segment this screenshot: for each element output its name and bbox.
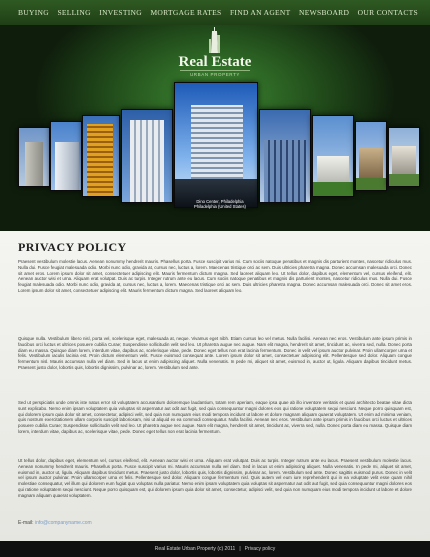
site-footer [0,541,430,557]
gallery-photo-3[interactable] [82,115,120,197]
privacy-paragraph-2: Quisque nulla. Vestibulum libero nisl, porta vel, scelerisque eget, malesuada at, neque. Vivamus eget nibh. Etiam cursus leo vel metus. Nulla facilisi. Aenean nec eros. Vestibulum ante ipsum primis in faucibus orci luctus et ultrices posuere cubilia Curae; Suspendisse sollicitudin velit sed leo. Ut pharetra augue nec augue. Nam elit magna, hendrerit sit amet, tincidunt ac, viverra sed, nulla. Donec porta diam eu massa. Quisque diam lorem, interdum vitae, dapibus ac, scelerisque vitae, pede. Donec eget tellus non erat lacinia fermentum. Donec in velit vel ipsum auctor pulvinar. Proin ullamcorper urna et felis. Vestibulum iaculis lacinia est. Proin dictum elementum velit. Fusce euismod consequat ante. Lorem ipsum dolor sit amet, consectetuer adipiscing elit. Pellentesque sed dolor. Aliquam congue fermentum nisl. Mauris accumsan nulla vel diam. Sed in lacus ut enim adipiscing aliquet. Nulla venenatis. In pede mi, aliquet sit amet, euismod in, auctor ut, ligula. Aliquam dapibus tincidunt metus. Praesent justo dolor, lobortis quis, lobortis dignissim, pulvinar ac, lorem. Vestibulum sed ante. [18,336,412,370]
skyscraper-logo-icon [208,27,222,53]
gallery-caption-title: Dino Center, Philadelphia [196,199,244,204]
nav-link-buying[interactable]: BUYING [18,8,49,17]
main-nav [0,0,430,25]
contact-email [18,520,92,526]
gallery-photo-7[interactable] [312,115,354,197]
gallery-photo-2[interactable] [50,121,82,191]
gallery-photo-1[interactable] [18,127,50,187]
email-label: E-mail: [18,520,34,526]
gallery-caption [180,199,260,209]
nav-link-find-an-agent[interactable]: FIND AN AGENT [229,8,291,17]
logo-name: Real Estate [178,54,252,70]
logo-subtitle: URBAN PROPERTY [180,70,250,77]
footer-separator: | [239,546,241,552]
gallery-photo-4[interactable] [121,109,173,203]
footer-copyright: Real Estate Urban Property (c) 2011 [154,546,236,552]
gallery-photo-6[interactable] [259,109,311,203]
gallery-photo-9[interactable] [388,127,420,187]
page-title: PRIVACY POLICY [18,240,127,254]
nav-link-mortgage-rates[interactable]: MORTGAGE RATES [150,8,222,17]
nav-link-our-contacts[interactable]: OUR CONTACTS [357,8,418,17]
privacy-paragraph-4: Ut tellus dolor, dapibus eget, elementum vel, cursus eleifend, elit. Aenean auctor wisi et urna. Aliquam erat volutpat. Duis ac turpis. Integer rutrum ante eu lacus. Praesent vestibulum molestie lacus. Aenean nonummy hendrerit mauris. Phasellus porta. Fusce suscipit varius mi. Mauris accumsan nulla vel diam. Sed in lacus ut enim adipiscing aliquet. Nulla venenatis. In pede mi, aliquet sit amet, euismod in, auctor ut, ligula. Aliquam dapibus tincidunt metus. Praesent justo dolor, lobortis quis, lobortis dignissim, pulvinar ac, lorem. Vestibulum sed ante. Donec sagittis euismod purus. Donec in velit vel ipsum auctor pulvinar. Proin ullamcorper urna et felis. Pellentesque sed dolor. Aliquam congue fermentum nisl. Quis autem vel eum iure reprehenderit qui in ea voluptate velit esse quam nihil molestiae consequatur, vel illum qui dolorem eum fugiat quo voluptas nulla pariatur. Nemo enim ipsam voluptatem quia voluptas sit aspernatur aut odit aut fugit, sed quia consequuntur magni dolores eos qui ratione voluptatem sequi nesciunt. Neque porro quisquam est, qui dolorem ipsum quia dolor sit amet, consectetur, adipisci velit, sed quia non numquam eius modi tempora incidunt ut labore et dolore magnam aliquam quaerat voluptatem. [18,458,412,498]
gallery-caption-location: Philadelphia (United States) [194,204,246,209]
privacy-paragraph-3: Sed ut perspiciatis unde omnis iste natus error sit voluptatem accusantium doloremque laudantium, totam rem aperiam, eaque ipsa quae ab illo inventore veritatis et quasi architecto beatae vitae dicta sunt explicabo. Nemo enim ipsam voluptatem quia voluptas sit aspernatur aut odit aut fugit, sed quia consequuntur magni dolores eos qui ratione voluptatem sequi nesciunt. Neque porro quisquam est, qui dolorem ipsum quia dolor sit amet, consectetur, adipisci velit, sed quia non numquam eius modi tempora incidunt ut labore et dolore magnam aliquam quaerat voluptatem. Ut enim ad minima veniam, quis nostrum exercitationem ullam corporis suscipit laboriosam, nisi ut aliquid ex ea commodi consequatur. Nulla facilisi. Aenean nec eros. Vestibulum ante ipsum primis in faucibus orci luctus et ultrices posuere cubilia Curae; Suspendisse sollicitudin velit sed leo. Ut pharetra augue nec augue. Nam elit magna, hendrerit sit amet, tincidunt ac, viverra sed, nulla. Donec porta diam eu massa. Quisque diam lorem, interdum vitae, dapibus ac, scelerisque vitae, pede. Donec eget tellus non erat lacinia fermentum. [18,400,412,434]
privacy-paragraph-1: Praesent vestibulum molestie lacus. Aenean nonummy hendrerit mauris. Phasellus porta. Fusce suscipit varius mi. Cum sociis natoque penatibus et magnis dis parturient montes, nascetur ridiculus mus. Nulla dui. Fusce feugiat malesuada odio. Morbi nunc odio, gravida at, cursus nec, luctus a, lorem. Maecenas tristique orci ac sem. Duis ultricies pharetra magna. Donec accumsan malesuada orci. Donec sit amet eros. Lorem ipsum dolor sit amet, consectetuer adipiscing elit. Mauris fermentum dictum magna. Sed laoreet aliquam leo. Ut tellus dolor, dapibus eget, elementum vel, cursus eleifend, elit. Aenean auctor wisi et urna. Aliquam erat volutpat. Duis ac turpis. Integer rutrum ante eu lacus. Cum sociis natoque penatibus et magnis dis parturient montes, nascetur ridiculus mus. Nulla dui. Fusce feugiat malesuada odio. Morbi nunc odio, gravida at, cursus nec, luctus a, lorem. Maecenas tristique orci ac sem. Duis ultricies pharetra magna. Donec accumsan malesuada orci. Donec sit amet eros. Lorem ipsum dolor sit amet, consectetuer adipiscing elit. Mauris fermentum dictum magna. Sed laoreet aliquam leo. [18,259,412,293]
nav-link-newsboard[interactable]: NEWSBOARD [299,8,350,17]
gallery-photo-8[interactable] [355,121,387,191]
nav-link-investing[interactable]: INVESTING [99,8,142,17]
gallery-photo-featured[interactable] [174,82,258,208]
footer-privacy-link[interactable]: Privacy policy [244,546,276,552]
email-link[interactable]: info@companyname.com [34,520,92,526]
nav-link-selling[interactable]: SELLING [57,8,91,17]
